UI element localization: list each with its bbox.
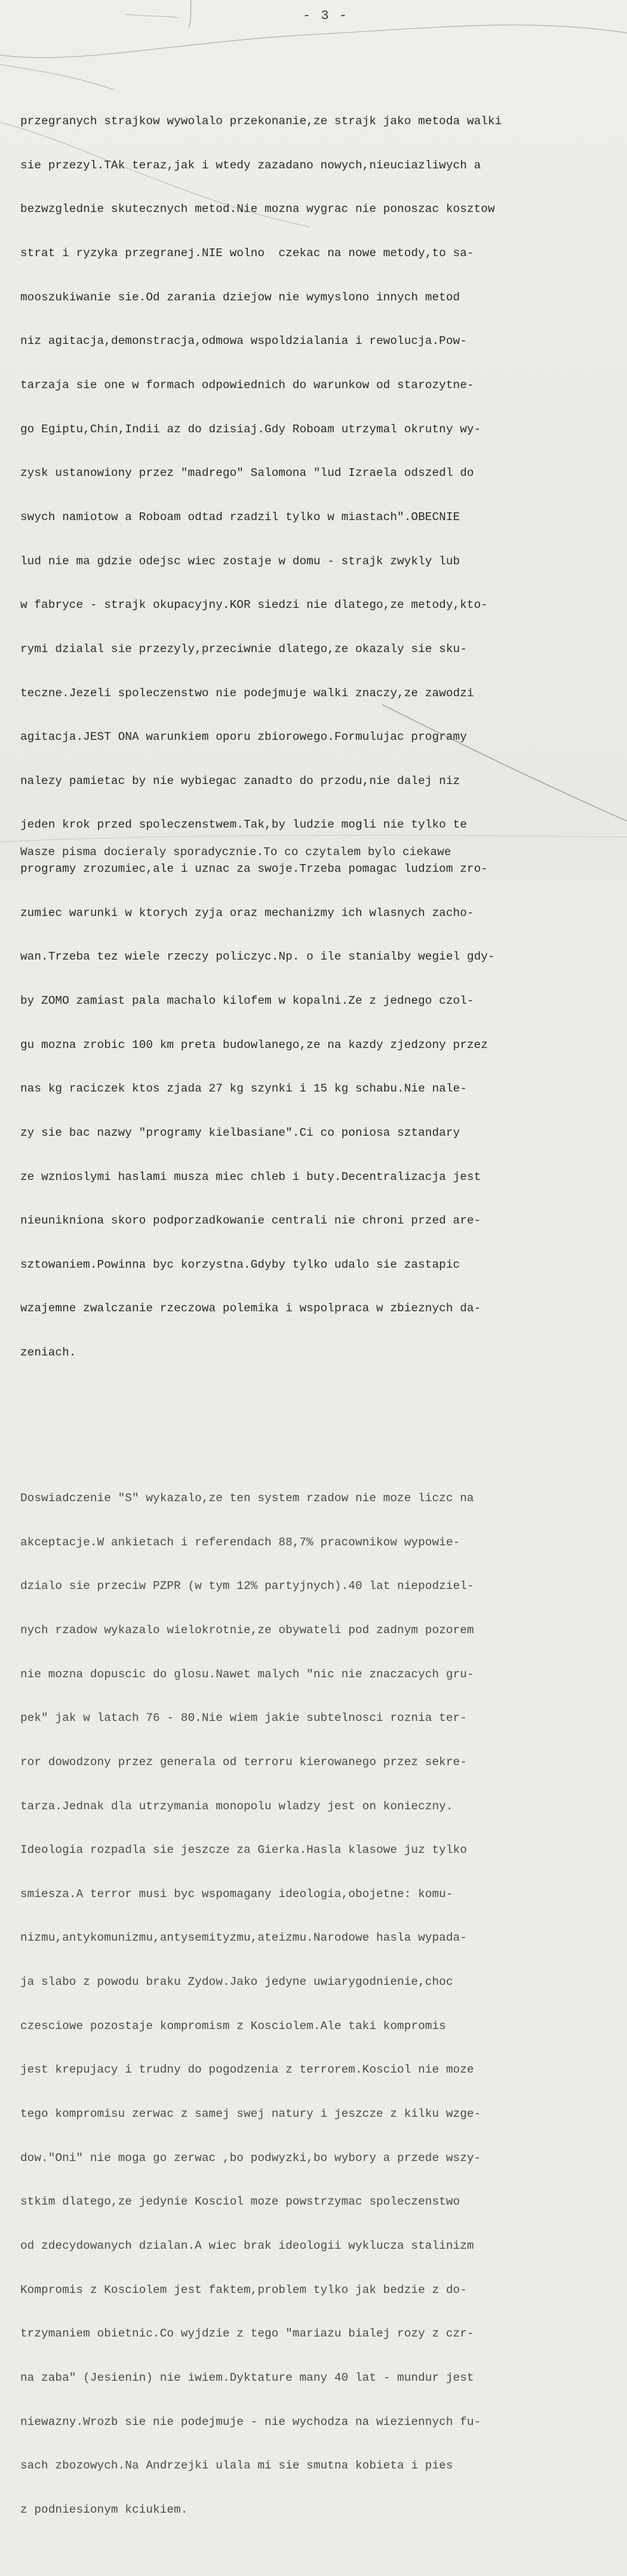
text-line: od zdecydowanych dzialan.A wiec brak ideologii wyklucza stalinizm (20, 2239, 474, 2252)
text-line: w fabryce - strajk okupacyjny.KOR siedzi nie dlatego,ze metody,kto- (20, 598, 488, 612)
text-line: akceptacje.W ankietach i referendach 88,7% pracownikow wypowie- (20, 1535, 460, 1549)
text-line: lud nie ma gdzie odejsc wiec zostaje w domu - strajk zwykly lub (20, 554, 460, 568)
text-line: go Egiptu,Chin,Indii az do dzisiaj.Gdy Roboam utrzymal okrutny wy- (20, 422, 481, 436)
text-line: zeniach. (20, 1346, 76, 1360)
paragraph-gap (20, 1419, 617, 1433)
text-line: z podniesionym kciukiem. (20, 2503, 188, 2516)
text-line: smiesza.A terror musi byc wspomagany ideologia,obojetne: komu- (20, 1887, 453, 1901)
text-line: mooszukiwanie sie.Od zarania dziejow nie wymyslono innych metod (20, 290, 460, 304)
text-line: Ideologia rozpadla sie jeszcze za Gierka.Hasla klasowe juz tylko (20, 1843, 467, 1857)
closing-line: Wasze pisma docieraly sporadycznie.To co czytalem bylo ciekawe (20, 846, 451, 859)
text-line: zumiec warunki w ktorych zyja oraz mechanizmy ich wlasnych zacho- (20, 906, 474, 920)
text-line: jeden krok przed spoleczenstwem.Tak,by ludzie mogli nie tylko te (20, 818, 467, 832)
text-line: ja slabo z powodu braku Zydow.Jako jedyne uwiarygodnienie,choc (20, 1975, 453, 1989)
text-line: rymi dzialal sie przezyly,przeciwnie dlatego,ze okazaly sie sku- (20, 642, 467, 656)
text-line: stkim dlatego,ze jedynie Kosciol moze powstrzymac spoleczenstwo (20, 2195, 460, 2209)
text-line: sie przezyl.TAk teraz,jak i wtedy zazadano nowych,nieuciazliwych a (20, 158, 481, 172)
paragraph-2 (20, 1462, 617, 2546)
text-line: nalezy pamietac by nie wybiegac zanadto do przodu,nie dalej niz (20, 774, 460, 788)
text-line: tarza.Jednak dla utrzymania monopolu wladzy jest on konieczny. (20, 1799, 453, 1813)
text-line: pek" jak w latach 76 - 80.Nie wiem jakie subtelnosci roznia ter- (20, 1711, 467, 1725)
text-line: zysk ustanowiony przez "madrego" Salomona "lud Izraela odszedl do (20, 466, 474, 480)
typed-text-body (20, 56, 617, 2576)
text-line: nizmu,antykomunizmu,antysemityzmu,ateizmu.Narodowe hasla wypada- (20, 1931, 467, 1945)
crease-line (125, 14, 179, 18)
text-line: niewazny.Wrozb sie nie podejmuje - nie wychodza na wieziennych fu- (20, 2415, 481, 2429)
text-line: ze wznioslymi haslami musza miec chleb i buty.Decentralizacja jest (20, 1170, 481, 1184)
text-line: tego kompromisu zerwac z samej swej natury i jeszcze z kilku wzge- (20, 2107, 481, 2121)
text-line: jest krepujacy i trudny do pogodzenia z terrorem.Kosciol nie moze (20, 2063, 474, 2077)
text-line: nieunikniona skoro podporzadkowanie centrali nie chroni przed are- (20, 1214, 481, 1228)
text-line: Kompromis z Kosciolem jest faktem,problem tylko jak bedzie z do- (20, 2283, 467, 2297)
text-line: niz agitacja,demonstracja,odmowa wspoldzialania i rewolucja.Pow- (20, 334, 467, 348)
text-line: przegranych strajkow wywolalo przekonanie,ze strajk jako metoda walki (20, 115, 502, 128)
text-line: gu mozna zrobic 100 km preta budowlanego,ze na kazdy zjedzony przez (20, 1038, 488, 1052)
text-line: nych rzadow wykazalo wielokrotnie,ze obywateli pod zadnym pozorem (20, 1623, 474, 1637)
text-line: teczne.Jezeli spoleczenstwo nie podejmuje walki znaczy,ze zawodzi (20, 686, 474, 700)
text-line: czesciowe pozostaje kompromism z Kosciolem.Ale taki kompromis (20, 2019, 446, 2033)
paragraph-1 (20, 85, 617, 1390)
text-line: trzymaniem obietnic.Co wyjdzie z tego "mariazu bialej rozy z czr- (20, 2327, 474, 2341)
text-line: dzialo sie przeciw PZPR (w tym 12% partyjnych).40 lat niepodziel- (20, 1579, 474, 1593)
text-line: zy sie bac nazwy "programy kielbasiane".Ci co poniosa sztandary (20, 1126, 460, 1139)
text-line: bezwzglednie skutecznych metod.Nie mozna wygrac nie ponoszac kosztow (20, 202, 495, 216)
text-line: sztowaniem.Powinna byc korzystna.Gdyby tylko udalo sie zastapic (20, 1258, 460, 1271)
text-line: programy zrozumiec,ale i uznac za swoje.Trzeba pomagac ludziom zro- (20, 862, 488, 876)
text-line: by ZOMO zamiast pala machalo kilofem w kopalni.Ze z jednego czol- (20, 994, 474, 1007)
text-line: wzajemne zwalczanie rzeczowa polemika i wspolpraca w zbieznych da- (20, 1302, 481, 1315)
text-line: na zaba" (Jesienin) nie iwiem.Dyktature many 40 lat - mundur jest (20, 2371, 474, 2384)
text-line: tarzaja sie one w formach odpowiednich do warunkow od starozytne- (20, 379, 474, 392)
text-line: nie mozna dopuscic do glosu.Nawet malych "nic nie znaczacych gru- (20, 1667, 474, 1681)
text-line: nas kg raciczek ktos zjada 27 kg szynki i 15 kg schabu.Nie nale- (20, 1082, 467, 1096)
text-line: swych namiotow a Roboam odtad rzadzil tylko w miastach".OBECNIE (20, 510, 460, 524)
text-line: Doswiadczenie "S" wykazalo,ze ten system rzadow nie moze liczc na (20, 1492, 474, 1505)
page-number: - 3 - (302, 8, 348, 23)
crease-line (0, 25, 627, 58)
crease-line (189, 0, 191, 27)
text-line: ror dowodzony przez generala od terroru kierowanego przez sekre- (20, 1755, 467, 1769)
text-line: strat i ryzyka przegranej.NIE wolno czekac na nowe metody,to sa- (20, 247, 474, 260)
text-line: wan.Trzeba tez wiele rzeczy policzyc.Np. o ile stanialby wegiel gdy- (20, 950, 495, 964)
text-line: agitacja.JEST ONA warunkiem oporu zbiorowego.Formulujac programy (20, 730, 467, 744)
text-line: dow."Oni" nie moga go zerwac ,bo podwyzki,bo wybory a przede wszy- (20, 2151, 481, 2165)
text-line: sach zbozowych.Na Andrzejki ulala mi sie smutna kobieta i pies (20, 2459, 453, 2473)
